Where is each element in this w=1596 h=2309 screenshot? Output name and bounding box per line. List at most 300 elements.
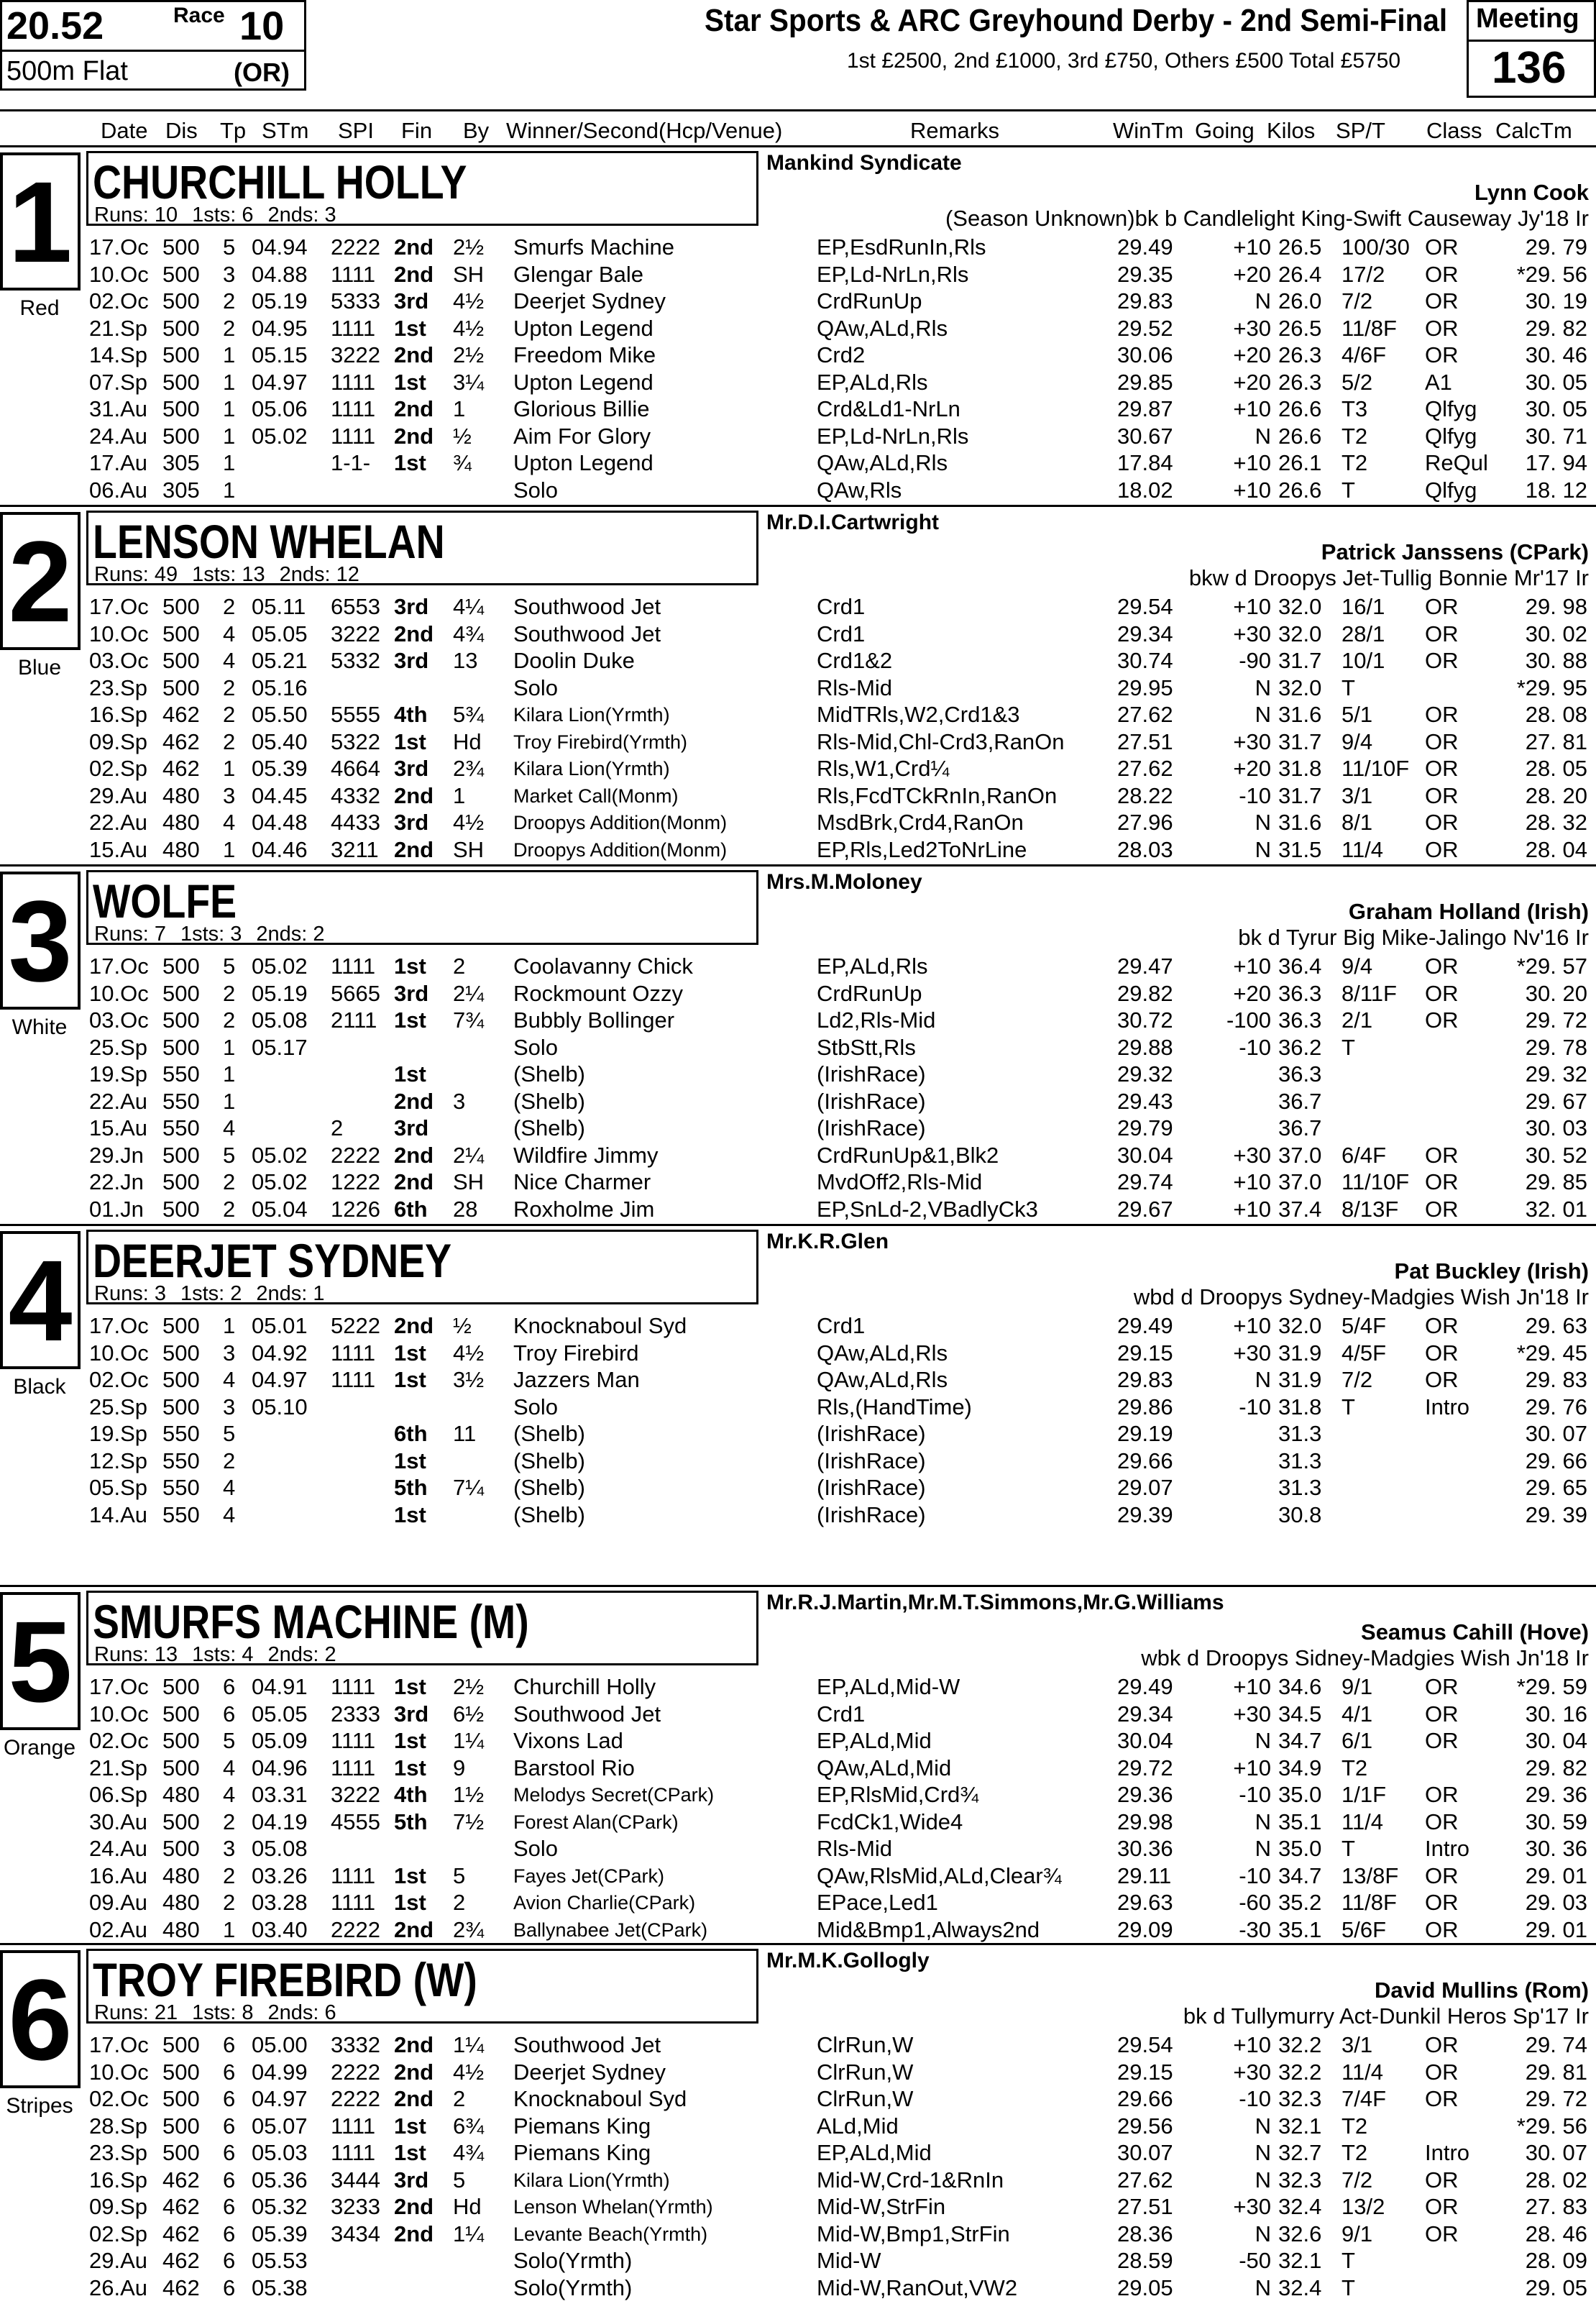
form-weight: 31.6 <box>1278 702 1322 727</box>
form-sectional-time: 05.53 <box>252 2248 308 2273</box>
race-number: 10 <box>239 3 285 48</box>
runs-count: Runs: 49 <box>94 563 178 586</box>
form-sectional-time: 05.08 <box>252 1836 308 1861</box>
form-date: 02.Oc <box>89 1367 149 1392</box>
form-finish: 1st <box>394 954 426 979</box>
form-class: OR <box>1425 954 1459 979</box>
form-weight: 37.0 <box>1278 1169 1322 1194</box>
form-calc-time: 29. 65 <box>1525 1475 1587 1500</box>
form-going: -100 <box>1226 1007 1271 1033</box>
owner-name: Mr.K.R.Glen <box>766 1230 889 1253</box>
form-calc-time: 29. 67 <box>1525 1088 1587 1114</box>
header-rule-top <box>0 109 1596 111</box>
form-calc-time: 29. 39 <box>1525 1501 1587 1527</box>
form-beaten-by: 2½ <box>453 1674 485 1699</box>
trainer-name: David Mullins (Rom) <box>1375 1977 1589 2003</box>
trap-colour: Stripes <box>6 2094 73 2118</box>
form-date: 29.Au <box>89 2248 148 2273</box>
form-beaten-by: 7½ <box>453 1809 485 1834</box>
form-calc-time: 30. 20 <box>1525 980 1587 1006</box>
form-remarks: QAw,ALd,Rls <box>817 1340 948 1366</box>
form-win-time: 28.36 <box>1117 2221 1173 2246</box>
form-distance: 305 <box>162 450 200 475</box>
trainer-name: Pat Buckley (Irish) <box>1394 1258 1589 1284</box>
form-starting-price: 6/1 <box>1342 1728 1373 1753</box>
form-distance: 500 <box>162 261 200 287</box>
form-class: OR <box>1425 2194 1459 2219</box>
form-class: ReQul <box>1425 450 1488 475</box>
form-date: 23.Sp <box>89 675 148 700</box>
form-class: OR <box>1425 2059 1459 2085</box>
race-distance: 500m Flat <box>6 56 128 86</box>
form-weight: 32.4 <box>1278 2194 1322 2219</box>
form-starting-price: 9/4 <box>1342 728 1373 754</box>
form-date: 15.Au <box>89 836 148 862</box>
form-winner-second: Troy Firebird <box>513 1340 639 1366</box>
form-winner-second: Bubbly Bollinger <box>513 1007 675 1033</box>
form-trap: 4 <box>223 1782 236 1807</box>
form-distance: 500 <box>162 1728 200 1753</box>
form-date: 10.Oc <box>89 980 149 1006</box>
form-weight: 26.4 <box>1278 261 1322 287</box>
form-going: +10 <box>1233 1196 1271 1222</box>
form-going: N <box>1255 2221 1271 2246</box>
form-class: OR <box>1425 1809 1459 1834</box>
form-going: -60 <box>1239 1890 1271 1915</box>
form-distance: 550 <box>162 1501 200 1527</box>
form-winner-second: (Shelb) <box>513 1088 585 1114</box>
form-starting-price: 28/1 <box>1342 621 1385 646</box>
form-starting-price: 11/10F <box>1342 1169 1410 1194</box>
form-remarks: Mid-W <box>817 2248 881 2273</box>
form-weight: 32.3 <box>1278 2167 1322 2193</box>
form-distance: 480 <box>162 1862 200 1888</box>
form-going: +20 <box>1233 342 1271 367</box>
form-sectional-time: 04.97 <box>252 2086 308 2111</box>
form-winner-second: Barstool Rio <box>513 1755 635 1780</box>
form-class: OR <box>1425 234 1459 260</box>
form-finish: 1st <box>394 1367 426 1392</box>
form-going: +30 <box>1233 1701 1271 1727</box>
form-row <box>0 477 1596 504</box>
form-beaten-by: 2 <box>453 954 466 979</box>
form-win-time: 30.67 <box>1117 423 1173 449</box>
owner-name: Mr.R.J.Martin,Mr.M.T.Simmons,Mr.G.Williams <box>766 1591 1224 1614</box>
dog-name: CHURCHILL HOLLY <box>93 155 467 209</box>
form-starting-price: 11/4 <box>1342 836 1384 862</box>
form-remarks: Rls-Mid <box>817 1836 893 1861</box>
form-starting-price: T2 <box>1342 1755 1368 1780</box>
form-row <box>0 2167 1596 2194</box>
form-sectional-positions: 1111 <box>331 1728 376 1753</box>
form-date: 10.Oc <box>89 2059 149 2085</box>
breeding-info: wbd d Droopys Sydney-Madgies Wish Jn'18 Ir <box>1133 1284 1589 1309</box>
form-date: 02.Oc <box>89 2086 149 2111</box>
form-sectional-positions: 1226 <box>331 1196 380 1222</box>
form-weight: 36.4 <box>1278 954 1322 979</box>
form-beaten-by: 1¼ <box>453 2032 485 2057</box>
form-finish: 2nd <box>394 2194 434 2219</box>
form-weight: 34.6 <box>1278 1674 1322 1699</box>
form-trap: 6 <box>223 2140 236 2165</box>
form-sectional-time: 05.15 <box>252 342 308 367</box>
form-weight: 31.7 <box>1278 728 1322 754</box>
form-remarks: Crd1 <box>817 594 866 619</box>
form-finish: 1st <box>394 1448 426 1473</box>
trap-number: 1 <box>0 152 81 291</box>
form-row <box>0 2032 1596 2059</box>
form-class: OR <box>1425 1169 1459 1194</box>
form-going: +10 <box>1233 1755 1271 1780</box>
form-date: 07.Sp <box>89 369 148 395</box>
runner-separator <box>0 1943 1596 1945</box>
form-weight: 26.6 <box>1278 396 1322 421</box>
form-beaten-by: 4½ <box>453 2059 485 2085</box>
form-row <box>0 1007 1596 1034</box>
form-weight: 35.1 <box>1278 1916 1322 1942</box>
form-class: OR <box>1425 1313 1459 1338</box>
form-class: OR <box>1425 2221 1459 2246</box>
form-winner-second: Solo(Yrmth) <box>513 2248 633 2273</box>
form-trap: 4 <box>223 621 236 646</box>
col-spi: SPI <box>338 118 374 143</box>
form-win-time: 29.11 <box>1117 1862 1172 1888</box>
form-winner-second: (Shelb) <box>513 1421 585 1446</box>
form-going: +10 <box>1233 1674 1271 1699</box>
form-starting-price: 1/1F <box>1342 1782 1387 1807</box>
form-date: 16.Au <box>89 1862 148 1888</box>
trap-colour: Black <box>13 1375 66 1399</box>
form-class: OR <box>1425 621 1459 646</box>
form-distance: 500 <box>162 1034 200 1060</box>
form-beaten-by: 3 <box>453 1088 466 1114</box>
form-win-time: 29.74 <box>1117 1169 1173 1194</box>
form-win-time: 29.35 <box>1117 261 1173 287</box>
form-beaten-by: 2¼ <box>453 1142 485 1168</box>
form-date: 31.Au <box>89 396 148 421</box>
form-beaten-by: 9 <box>453 1755 466 1780</box>
form-beaten-by: 5 <box>453 2167 466 2193</box>
form-winner-second: Glorious Billie <box>513 396 650 421</box>
col-kilos: Kilos <box>1267 118 1316 143</box>
form-beaten-by: 4¼ <box>453 594 485 619</box>
seconds-count: 2nds: 2 <box>267 1643 336 1666</box>
form-row <box>0 1701 1596 1728</box>
form-class: OR <box>1425 1862 1459 1888</box>
form-sectional-time: 04.97 <box>252 1367 308 1392</box>
form-weight: 37.4 <box>1278 1196 1322 1222</box>
breeding-info: wbk d Droopys Sidney-Madgies Wish Jn'18 Ir <box>1141 1645 1589 1670</box>
form-starting-price: 11/8F <box>1342 315 1397 341</box>
form-going: +30 <box>1233 2059 1271 2085</box>
form-weight: 32.0 <box>1278 1313 1322 1338</box>
form-class: OR <box>1425 782 1459 808</box>
form-winner-second: Droopys Addition(Monm) <box>513 838 728 861</box>
form-calc-time: 27. 83 <box>1525 2194 1587 2219</box>
form-finish: 1st <box>394 1755 426 1780</box>
breeding-info: bk d Tullymurry Act-Dunkil Heros Sp'17 Ir <box>1183 2003 1589 2029</box>
form-trap: 2 <box>223 980 236 1006</box>
dog-stats <box>94 1643 351 1667</box>
form-winner-second: (Shelb) <box>513 1475 585 1500</box>
form-trap: 2 <box>223 315 236 341</box>
form-weight: 26.6 <box>1278 423 1322 449</box>
form-going: N <box>1255 2113 1271 2139</box>
form-trap: 6 <box>223 2221 236 2246</box>
form-sectional-time: 04.97 <box>252 369 308 395</box>
form-distance: 550 <box>162 1448 200 1473</box>
form-calc-time: 30. 05 <box>1525 369 1587 395</box>
form-weight: 34.7 <box>1278 1728 1322 1753</box>
form-finish: 1st <box>394 2113 426 2139</box>
form-row <box>0 396 1596 423</box>
form-winner-second: Kilara Lion(Yrmth) <box>513 758 670 779</box>
form-sectional-positions: 2222 <box>331 2086 380 2111</box>
form-weight: 36.2 <box>1278 1034 1322 1060</box>
form-beaten-by: SH <box>453 836 485 862</box>
form-class: OR <box>1425 594 1459 619</box>
form-date: 16.Sp <box>89 2167 148 2193</box>
breeding-info: bk d Tyrur Big Mike-Jalingo Nv'16 Ir <box>1238 925 1589 950</box>
trap-colour: Orange <box>3 1736 76 1760</box>
form-distance: 462 <box>162 2167 200 2193</box>
form-trap: 1 <box>223 1088 236 1114</box>
form-win-time: 27.51 <box>1117 728 1173 754</box>
form-calc-time: 28. 20 <box>1525 782 1587 808</box>
form-calc-time: 29. 81 <box>1525 2059 1587 2085</box>
owner-name: Mankind Syndicate <box>766 151 962 175</box>
form-finish: 1st <box>394 2140 426 2165</box>
trap-colour: White <box>12 1015 68 1039</box>
form-sectional-positions: 6553 <box>331 594 380 619</box>
form-row <box>0 1115 1596 1142</box>
form-going: -50 <box>1239 2248 1271 2273</box>
form-date: 10.Oc <box>89 1340 149 1366</box>
col-fin: Fin <box>401 118 433 143</box>
form-weight: 31.5 <box>1278 836 1322 862</box>
form-going: +10 <box>1233 2032 1271 2057</box>
form-calc-time: 30. 19 <box>1525 288 1587 314</box>
form-remarks: MsdBrk,Crd4,RanOn <box>817 810 1024 835</box>
form-calc-time: 29. 05 <box>1525 2274 1587 2300</box>
form-sectional-time: 04.45 <box>252 782 308 808</box>
form-winner-second: (Shelb) <box>513 1501 585 1527</box>
form-remarks: EP,ALd,Rls <box>817 954 928 979</box>
form-winner-second: Doolin Duke <box>513 648 635 673</box>
form-row <box>0 954 1596 980</box>
form-beaten-by: SH <box>453 261 485 287</box>
form-starting-price: 11/10F <box>1342 756 1410 781</box>
form-win-time: 29.67 <box>1117 1196 1173 1222</box>
form-sectional-positions: 1111 <box>331 954 376 979</box>
form-beaten-by: 4¾ <box>453 2140 485 2165</box>
form-date: 15.Au <box>89 1115 148 1140</box>
form-winner-second: Solo(Yrmth) <box>513 2274 633 2300</box>
form-finish: 4th <box>394 702 428 727</box>
form-starting-price: 5/1 <box>1342 702 1373 727</box>
form-sectional-time: 05.07 <box>252 2113 308 2139</box>
form-finish: 1st <box>394 728 426 754</box>
form-finish: 2nd <box>394 1313 434 1338</box>
form-going: -10 <box>1239 1034 1271 1060</box>
form-row <box>0 1890 1596 1916</box>
form-row <box>0 2248 1596 2274</box>
form-sectional-time: 05.00 <box>252 2032 308 2057</box>
form-finish: 2nd <box>394 2086 434 2111</box>
form-going: +30 <box>1233 315 1271 341</box>
col-spt: SP/T <box>1336 118 1385 143</box>
form-class: OR <box>1425 1890 1459 1915</box>
form-remarks: ClrRun,W <box>817 2059 914 2085</box>
form-calc-time: 30. 59 <box>1525 1809 1587 1834</box>
form-finish: 2nd <box>394 2059 434 2085</box>
form-remarks: EP,EsdRunIn,Rls <box>817 234 986 260</box>
form-row <box>0 424 1596 450</box>
form-win-time: 29.52 <box>1117 315 1173 341</box>
form-calc-time: 29. 01 <box>1525 1862 1587 1888</box>
form-distance: 500 <box>162 2032 200 2057</box>
form-date: 17.Oc <box>89 1313 149 1338</box>
form-starting-price: 13/8F <box>1342 1862 1399 1888</box>
form-beaten-by: 6¾ <box>453 2113 485 2139</box>
form-sectional-time: 05.02 <box>252 1169 308 1194</box>
form-weight: 26.5 <box>1278 315 1322 341</box>
form-remarks: ClrRun,W <box>817 2032 914 2057</box>
form-trap: 3 <box>223 1836 236 1861</box>
form-win-time: 29.82 <box>1117 980 1173 1006</box>
form-finish: 1st <box>394 1728 426 1753</box>
form-weight: 32.7 <box>1278 2140 1322 2165</box>
form-sectional-positions: 1111 <box>331 369 376 395</box>
form-win-time: 29.49 <box>1117 1313 1173 1338</box>
form-row <box>0 1394 1596 1421</box>
form-winner-second: Solo <box>513 477 559 503</box>
seconds-count: 2nds: 2 <box>256 923 325 946</box>
form-sectional-time: 05.05 <box>252 621 308 646</box>
form-beaten-by: 1¼ <box>453 2221 485 2246</box>
form-beaten-by: ¾ <box>453 450 472 475</box>
dog-name: DEERJET SYDNEY <box>93 1234 452 1287</box>
form-win-time: 28.22 <box>1117 782 1173 808</box>
form-row <box>0 594 1596 621</box>
form-finish: 2nd <box>394 1088 434 1114</box>
form-date: 30.Au <box>89 1809 148 1834</box>
form-sectional-time: 04.94 <box>252 234 308 260</box>
owner-name: Mr.D.I.Cartwright <box>766 511 940 534</box>
form-sectional-positions: 3233 <box>331 2194 380 2219</box>
form-win-time: 29.36 <box>1117 1782 1173 1807</box>
form-win-time: 29.49 <box>1117 1674 1173 1699</box>
form-row <box>0 1502 1596 1529</box>
seconds-count: 2nds: 3 <box>267 204 336 227</box>
form-finish: 1st <box>394 1862 426 1888</box>
form-beaten-by: ½ <box>453 1313 472 1338</box>
form-sectional-positions: 3222 <box>331 342 380 367</box>
form-calc-time: *29. 95 <box>1516 675 1587 700</box>
form-sectional-time: 04.48 <box>252 810 308 835</box>
form-class: OR <box>1425 261 1459 287</box>
form-sectional-time: 05.05 <box>252 1701 308 1727</box>
form-sectional-positions: 2333 <box>331 1701 380 1727</box>
form-row <box>0 288 1596 315</box>
trap-number: 3 <box>0 872 81 1010</box>
form-distance: 500 <box>162 954 200 979</box>
form-trap: 2 <box>223 1007 236 1033</box>
form-trap: 1 <box>223 1061 236 1087</box>
form-going: +20 <box>1233 369 1271 395</box>
form-winner-second: Solo <box>513 1394 559 1419</box>
form-win-time: 29.79 <box>1117 1115 1173 1140</box>
form-trap: 2 <box>223 702 236 727</box>
form-starting-price: 3/1 <box>1342 782 1373 808</box>
form-finish: 3rd <box>394 2167 429 2193</box>
form-beaten-by: 4½ <box>453 288 485 314</box>
form-sectional-time: 03.26 <box>252 1862 308 1888</box>
form-date: 17.Oc <box>89 954 149 979</box>
form-win-time: 30.36 <box>1117 1836 1173 1861</box>
form-class: OR <box>1425 2086 1459 2111</box>
form-calc-time: 29. 72 <box>1525 2086 1587 2111</box>
form-calc-time: 30. 03 <box>1525 1115 1587 1140</box>
form-row <box>0 234 1596 261</box>
col-remarks: Remarks <box>910 118 1000 143</box>
form-going: +10 <box>1233 1313 1271 1338</box>
form-winner-second: Deerjet Sydney <box>513 288 666 314</box>
form-calc-time: 28. 02 <box>1525 2167 1587 2193</box>
form-distance: 500 <box>162 1674 200 1699</box>
form-remarks: StbStt,Rls <box>817 1034 916 1060</box>
dog-name: WOLFE <box>93 874 237 928</box>
form-win-time: 28.03 <box>1117 836 1173 862</box>
form-class: OR <box>1425 2167 1459 2193</box>
form-date: 17.Oc <box>89 594 149 619</box>
form-sectional-time: 05.16 <box>252 675 308 700</box>
form-row <box>0 262 1596 288</box>
form-weight: 36.3 <box>1278 1007 1322 1033</box>
form-winner-second: Ballynabee Jet(CPark) <box>513 1919 708 1941</box>
form-beaten-by: 3¼ <box>453 369 485 395</box>
form-winner-second: (Shelb) <box>513 1115 585 1140</box>
form-winner-second: Nice Charmer <box>513 1169 651 1194</box>
form-starting-price: 8/1 <box>1342 810 1373 835</box>
form-trap: 6 <box>223 1674 236 1699</box>
form-beaten-by: 1¼ <box>453 1728 485 1753</box>
form-going: +20 <box>1233 980 1271 1006</box>
form-starting-price: 7/2 <box>1342 288 1373 314</box>
form-calc-time: 29. 01 <box>1525 1916 1587 1942</box>
form-going: +30 <box>1233 728 1271 754</box>
form-date: 22.Au <box>89 1088 148 1114</box>
form-date: 23.Sp <box>89 2140 148 2165</box>
form-starting-price: 4/1 <box>1342 1701 1373 1727</box>
form-win-time: 29.32 <box>1117 1061 1173 1087</box>
form-calc-time: 29. 03 <box>1525 1890 1587 1915</box>
form-weight: 31.8 <box>1278 1394 1322 1419</box>
form-remarks: Rls,FcdTCkRnIn,RanOn <box>817 782 1058 808</box>
form-win-time: 29.66 <box>1117 2086 1173 2111</box>
form-remarks: EP,SnLd-2,VBadlyCk3 <box>817 1196 1038 1222</box>
form-remarks: EPace,Led1 <box>817 1890 938 1915</box>
form-class: OR <box>1425 1367 1459 1392</box>
form-win-time: 30.06 <box>1117 342 1173 367</box>
form-calc-time: 30. 07 <box>1525 1421 1587 1446</box>
dog-stats <box>94 563 374 587</box>
form-row <box>0 1782 1596 1809</box>
form-win-time: 29.15 <box>1117 1340 1173 1366</box>
form-remarks: (IrishRace) <box>817 1475 926 1500</box>
dog-name-box <box>86 870 758 945</box>
form-date: 25.Sp <box>89 1394 148 1419</box>
